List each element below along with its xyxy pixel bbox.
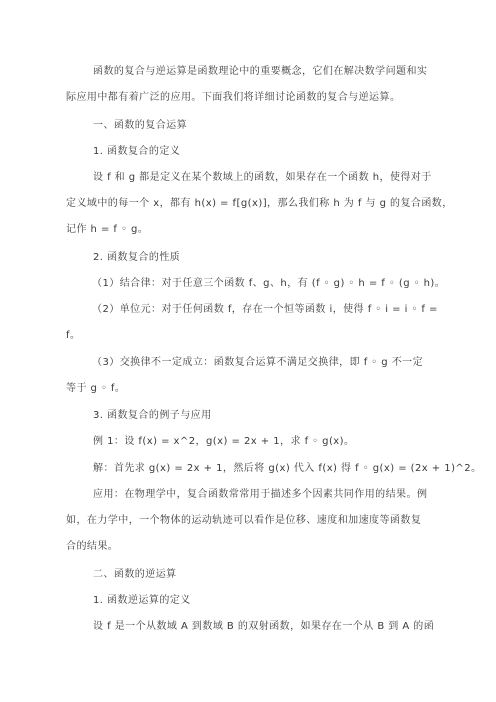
subheading-composition-properties: 2. 函数复合的性质 xyxy=(93,252,181,263)
definition-line-2: 定义域中的每一个 x，都有 h(x) = f[g(x)]，那么我们称 h 为 f 与 g 的复合函数， xyxy=(66,198,453,209)
application-line-3: 合的结果。 xyxy=(66,541,119,552)
property-commutativity-line-1: （3）交换律不一定成立：函数复合运算不满足交换律，即 f ◦ g 不一定 xyxy=(92,357,424,368)
subheading-composition-examples: 3. 函数复合的例子与应用 xyxy=(93,410,212,421)
example-1: 例 1：设 f(x) = x^2，g(x) = 2x + 1，求 f ◦ g(x)。 xyxy=(93,436,355,447)
section-heading-composition: 一、函数的复合运算 xyxy=(93,120,188,131)
property-identity-line-2: f。 xyxy=(66,330,81,341)
inverse-definition-line-1: 设 f 是一个从数域 A 到数域 B 的双射函数，如果存在一个从 B 到 A 的函 xyxy=(93,621,435,632)
definition-line-1: 设 f 和 g 都是定义在某个数域上的函数，如果存在一个函数 h，使得对于 xyxy=(93,172,432,183)
solution-1: 解：首先求 g(x) = 2x + 1，然后将 g(x) 代入 f(x) 得 f ◦ g(x) = (2x + 1)^2。 xyxy=(93,463,482,474)
property-identity-line-1: （2）单位元：对于任何函数 f，存在一个恒等函数 i，使得 f ◦ i = i ◦ f = xyxy=(92,304,438,315)
application-line-2: 如，在力学中，一个物体的运动轨迹可以看作是位移、速度和加速度等函数复 xyxy=(66,515,422,526)
intro-line-2: 际应用中都有着广泛的应用。下面我们将详细讨论函数的复合与逆运算。 xyxy=(66,92,401,103)
subheading-inverse-definition: 1. 函数逆运算的定义 xyxy=(93,595,191,606)
intro-line-1: 函数的复合与逆运算是函数理论中的重要概念，它们在解决数学问题和实 xyxy=(93,66,428,77)
definition-line-3: 记作 h = f ◦ g。 xyxy=(66,224,149,235)
subheading-composition-definition: 1. 函数复合的定义 xyxy=(93,146,181,157)
section-heading-inverse: 二、函数的逆运算 xyxy=(93,569,177,580)
property-associativity: （1）结合律：对于任意三个函数 f、g、h，有 (f ◦ g) ◦ h = f ◦ (g ◦ h)。 xyxy=(92,278,446,289)
application-line-1: 应用：在物理学中，复合函数常常用于描述多个因素共同作用的结果。例 xyxy=(93,489,428,500)
property-commutativity-line-2: 等于 g ◦ f。 xyxy=(66,383,126,394)
